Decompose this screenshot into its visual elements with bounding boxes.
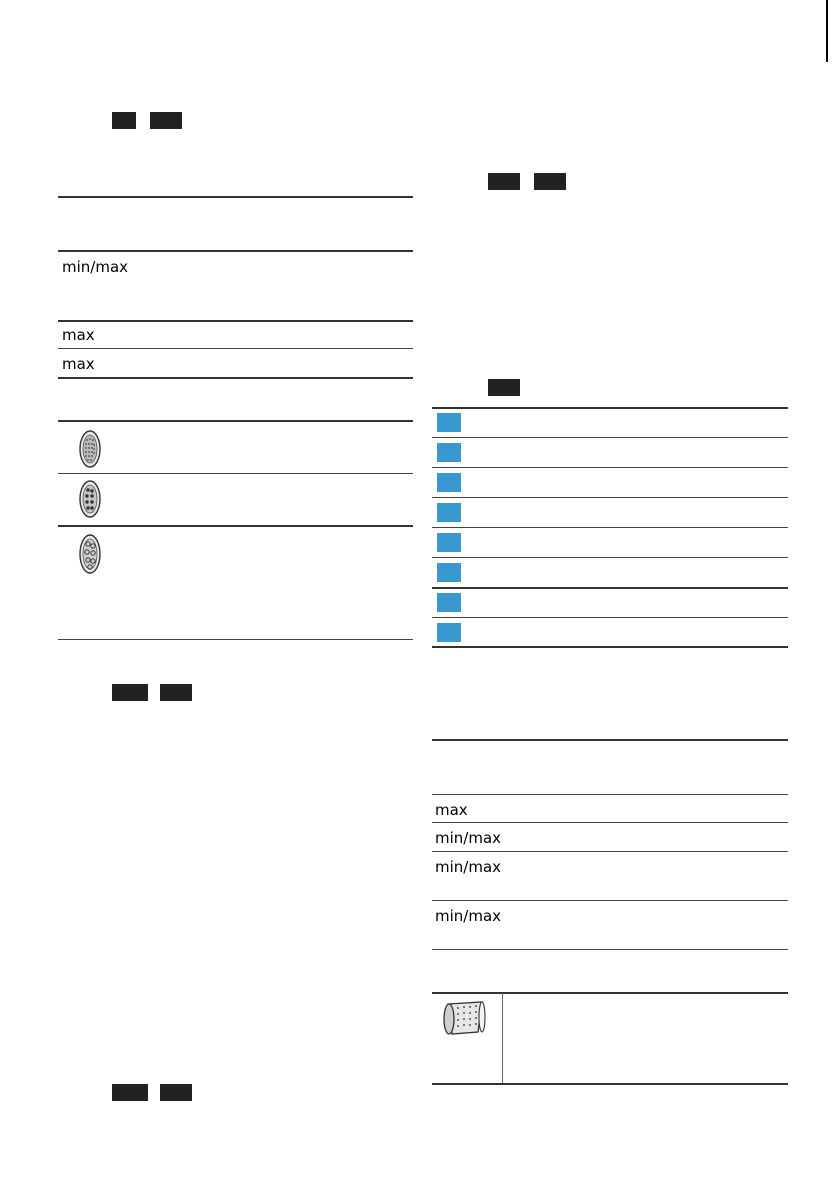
table-rule bbox=[432, 739, 788, 741]
table-row-label: min/max bbox=[435, 858, 502, 876]
table-rule bbox=[58, 250, 413, 252]
list-marker bbox=[437, 623, 461, 642]
badge-ref bbox=[534, 173, 566, 190]
table-rule bbox=[58, 196, 413, 198]
table-rule bbox=[432, 992, 788, 994]
table-row-label: max bbox=[62, 355, 95, 373]
list-rule bbox=[432, 467, 788, 468]
table-row-label: max bbox=[435, 801, 468, 819]
list-marker bbox=[437, 593, 461, 612]
table-rule bbox=[58, 420, 413, 422]
table-row-label: min/max bbox=[435, 829, 502, 847]
list-marker bbox=[437, 563, 461, 582]
list-rule bbox=[432, 497, 788, 498]
table-rule bbox=[432, 794, 788, 795]
table-rule bbox=[58, 348, 413, 349]
table-rule bbox=[432, 1083, 788, 1085]
list-rule bbox=[432, 527, 788, 528]
list-marker bbox=[437, 473, 461, 492]
table-rule-vertical bbox=[502, 993, 503, 1084]
table-row-label: max bbox=[62, 326, 95, 344]
list-rule bbox=[432, 646, 788, 648]
table-rule bbox=[432, 949, 788, 950]
page-edge-line bbox=[826, 0, 828, 62]
badge-ref bbox=[488, 379, 520, 396]
list-rule bbox=[432, 557, 788, 558]
list-marker bbox=[437, 443, 461, 462]
badge-ref bbox=[160, 1084, 192, 1101]
grater-drum-icon bbox=[438, 998, 490, 1038]
table-rule bbox=[432, 822, 788, 823]
coarse-disc-icon bbox=[78, 532, 102, 576]
table-rule bbox=[58, 377, 413, 379]
table-rule bbox=[58, 473, 413, 474]
list-rule bbox=[432, 407, 788, 409]
table-rule bbox=[432, 851, 788, 852]
badge-ref bbox=[150, 112, 182, 129]
list-rule bbox=[432, 587, 788, 589]
list-marker bbox=[437, 503, 461, 522]
list-marker bbox=[437, 413, 461, 432]
badge-ref bbox=[112, 1084, 148, 1101]
list-rule bbox=[432, 437, 788, 438]
table-rule bbox=[58, 525, 413, 527]
list-rule bbox=[432, 617, 788, 618]
table-rule bbox=[432, 900, 788, 901]
badge-ref bbox=[112, 684, 148, 701]
table-row-label: min/max bbox=[62, 258, 129, 276]
fine-disc-icon bbox=[78, 428, 102, 470]
table-rule bbox=[58, 639, 413, 640]
badge-ref bbox=[160, 684, 192, 701]
table-rule bbox=[58, 320, 413, 322]
badge-ref bbox=[488, 173, 520, 190]
badge-ref bbox=[112, 112, 136, 129]
table-row-label: min/max bbox=[435, 907, 502, 925]
list-marker bbox=[437, 533, 461, 552]
medium-disc-icon bbox=[78, 478, 102, 520]
